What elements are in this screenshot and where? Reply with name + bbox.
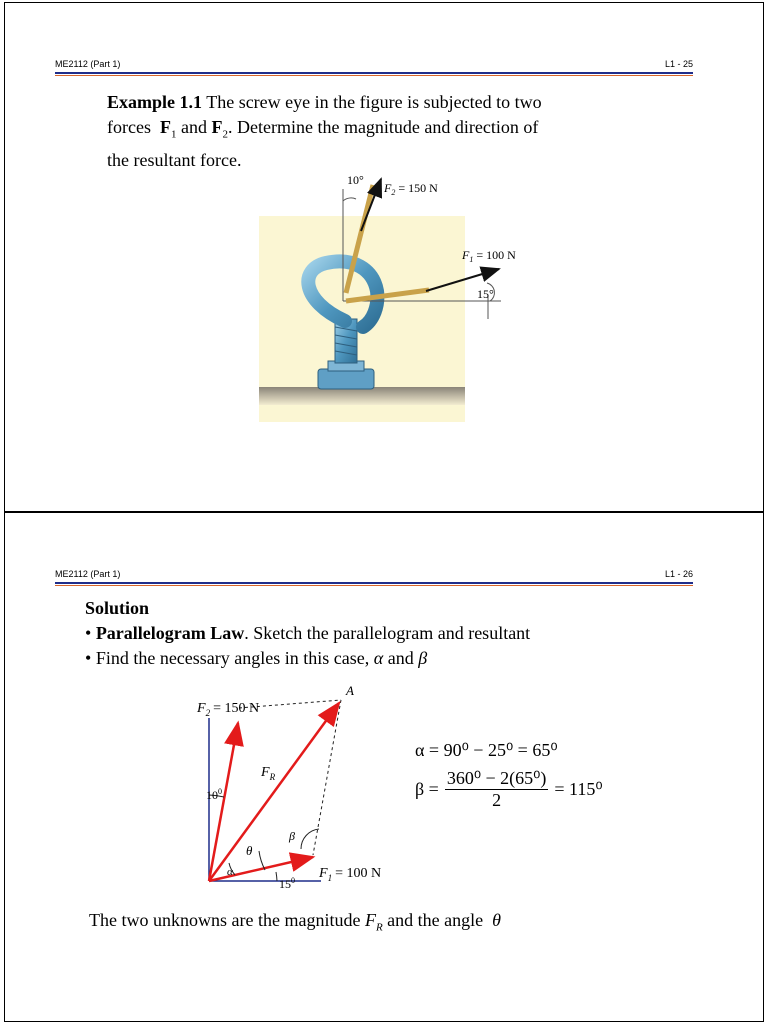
point-a-label: A <box>346 683 354 698</box>
beta-fraction <box>445 768 549 811</box>
conclusion-text: The two unknowns are the magnitude <box>89 910 361 930</box>
page-number: L1 - 26 <box>664 569 693 579</box>
beta-lhs: β = <box>415 779 439 799</box>
solution-text <box>85 596 685 671</box>
f1-label: $F_1 = 100$ N <box>319 866 382 883</box>
alpha-symbol: α <box>373 648 384 668</box>
solution-heading: Solution <box>85 598 150 618</box>
and-word: and <box>180 117 207 137</box>
slide-header <box>55 569 693 585</box>
f1-label: $F_1 = 100$ N <box>462 248 516 264</box>
beta-label: β <box>289 829 295 843</box>
example-label: Example 1.1 <box>107 92 203 112</box>
theta-symbol: θ <box>492 910 501 930</box>
and-word: and <box>387 648 414 668</box>
arc-beta <box>301 829 319 849</box>
f1-symbol: F <box>159 117 171 137</box>
equation-alpha: α = 90⁰ − 25⁰ = 65⁰ <box>415 740 558 760</box>
course-code: ME2112 (Part 1) <box>55 569 121 579</box>
slide-26 <box>4 512 764 1022</box>
conclusion <box>89 908 709 941</box>
beta-symbol: β <box>418 648 428 668</box>
f1-subscript: 1 <box>170 128 177 141</box>
f2-symbol: F <box>211 117 223 137</box>
bullet2-text: Find the necessary angles in this case, <box>95 648 370 668</box>
dashed-right-side <box>313 700 341 855</box>
arc-15 <box>276 872 277 881</box>
bullet-parallelogram: • Parallelogram Law. Sketch the parallelogram and resultant <box>85 623 531 643</box>
angle-10-label: $10^0$ <box>206 787 222 802</box>
beta-denominator: 2 <box>492 790 502 810</box>
page-number: L1 - 25 <box>664 59 693 69</box>
f2-subscript: 2 <box>222 128 228 141</box>
fr-label: $F_R$ <box>261 765 276 782</box>
statement-line2: . Determine the magnitude and direction of <box>227 117 539 137</box>
fr-symbol: F <box>364 910 376 930</box>
conclusion-mid: and the angle <box>387 910 484 930</box>
statement-line3: the resultant force. <box>107 149 242 170</box>
fr-arrow <box>209 703 339 881</box>
f2-arrow <box>209 723 238 881</box>
statement-line1: The screw eye in the figure is subjected to two <box>206 92 542 112</box>
parallelogram-law: Parallelogram Law <box>95 623 245 643</box>
arc-theta <box>259 851 265 870</box>
f2-label: $F_2 = 150$ N <box>384 181 438 197</box>
course-code: ME2112 (Part 1) <box>55 59 121 69</box>
bullet1-text: . Sketch the parallelogram and resultant <box>244 623 531 643</box>
beta-rhs: = 115⁰ <box>554 779 603 799</box>
fr-subscript: R <box>375 921 383 934</box>
theta-label: θ <box>246 843 253 858</box>
beta-numerator: 360⁰ − 2(65⁰) <box>446 768 547 788</box>
f2-label: $F_2 = 150$ N <box>197 701 260 718</box>
statement-forces: forces <box>107 117 151 137</box>
angle-10-label: 10° <box>347 173 364 187</box>
header-rule-orange <box>55 585 693 586</box>
angle-15-label: 15° <box>477 287 494 301</box>
angle-15-label: $15^0$ <box>279 876 295 891</box>
alpha-label: α <box>227 866 233 878</box>
header-rule-blue <box>55 582 693 584</box>
equation-beta <box>415 768 603 811</box>
bullet-angles: • Find the necessary angles in this case, α and β <box>85 648 428 668</box>
